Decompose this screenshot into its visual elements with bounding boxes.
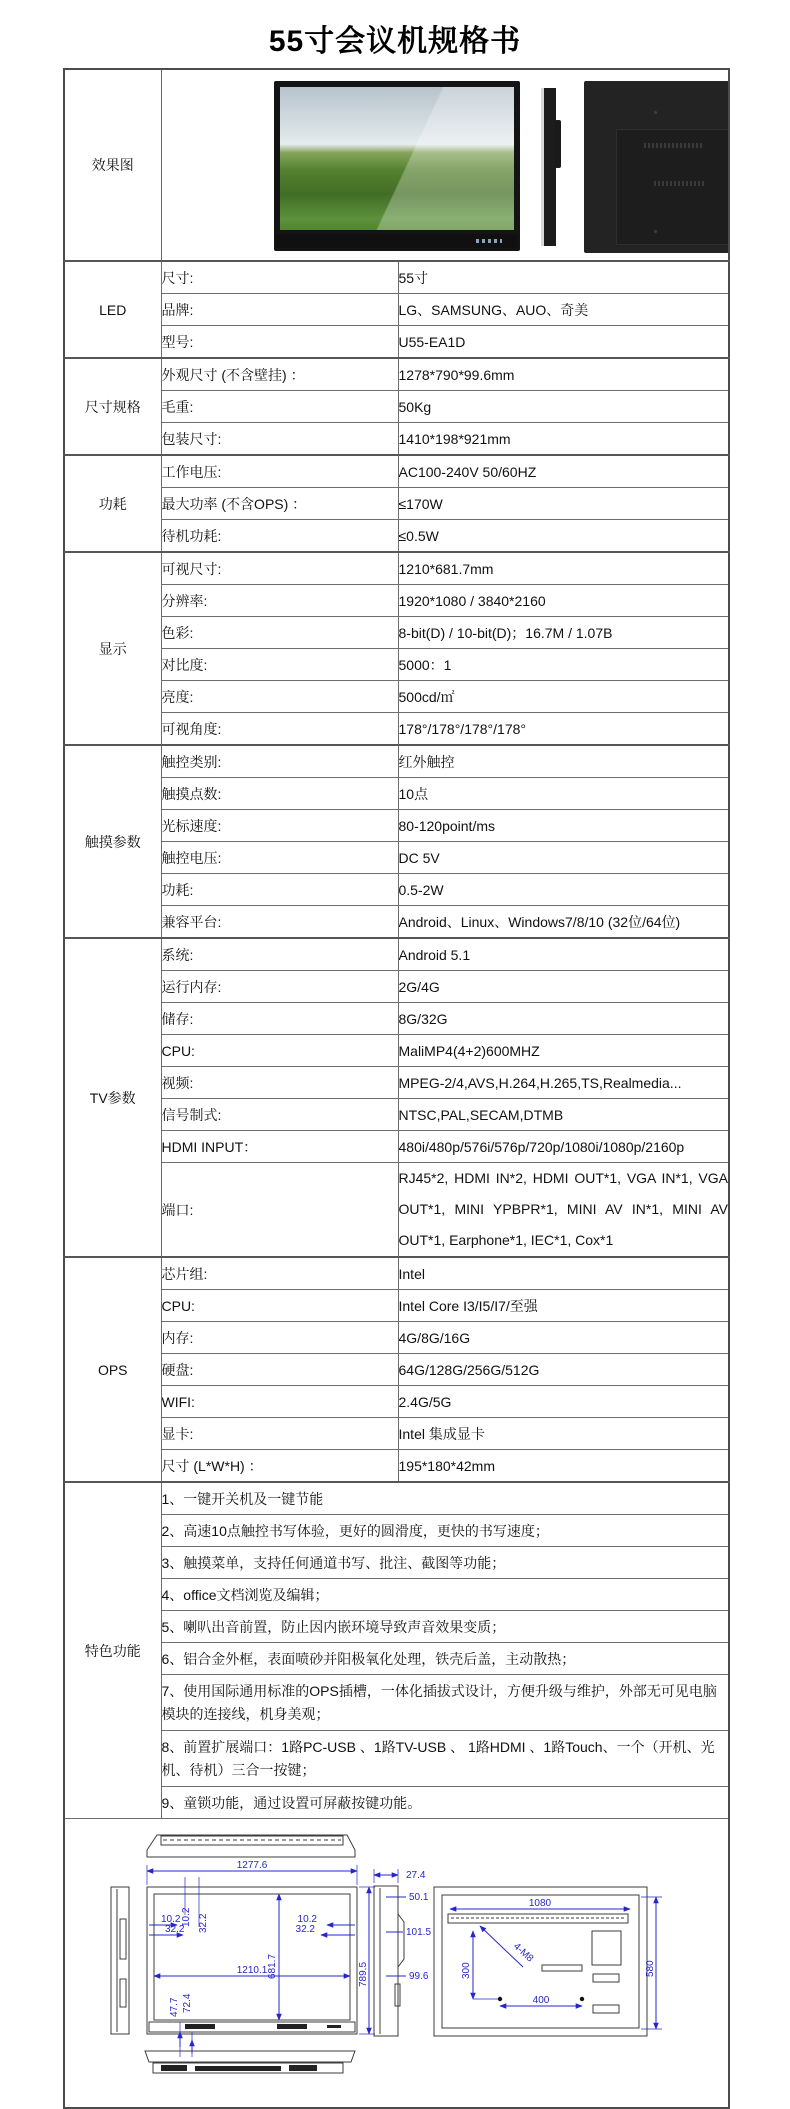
drawing-left-side-view xyxy=(111,1887,129,2034)
spec-value: 10点 xyxy=(398,778,729,810)
svg-text:1210.1: 1210.1 xyxy=(236,1965,268,1976)
spec-label: 芯片组: xyxy=(161,1257,398,1290)
svg-text:10.2: 10.2 xyxy=(161,1914,181,1925)
svg-text:400: 400 xyxy=(532,1995,550,2006)
spec-label: 硬盘: xyxy=(161,1354,398,1386)
svg-text:32.2: 32.2 xyxy=(198,1913,209,1933)
spec-value: ≤170W xyxy=(398,488,729,520)
front-screen-landscape xyxy=(280,87,514,230)
spec-label: 对比度: xyxy=(161,649,398,681)
spec-label: 储存: xyxy=(161,1003,398,1035)
spec-label: CPU: xyxy=(161,1290,398,1322)
spec-value: 195*180*42mm xyxy=(398,1450,729,1483)
spec-label: WIFI: xyxy=(161,1386,398,1418)
spec-value: 1278*790*99.6mm xyxy=(398,358,729,391)
effect-row xyxy=(64,69,729,261)
feature-item: 4、office文档浏览及编辑； xyxy=(161,1579,729,1611)
feature-item: 2、高速10点触控书写体验，更好的圆滑度，更快的书写速度； xyxy=(161,1515,729,1547)
spec-value: 178°/178°/178°/178° xyxy=(398,713,729,746)
spec-value: Intel xyxy=(398,1257,729,1290)
spec-label: 端口: xyxy=(161,1163,398,1258)
spec-label: 运行内存: xyxy=(161,971,398,1003)
spec-label: 尺寸 (L*W*H) ： xyxy=(161,1450,398,1483)
svg-text:10.2: 10.2 xyxy=(297,1914,317,1925)
svg-text:72.4: 72.4 xyxy=(182,1993,193,2013)
spec-value: 55寸 xyxy=(398,261,729,294)
spec-label: 亮度: xyxy=(161,681,398,713)
svg-text:580: 580 xyxy=(645,1960,656,1977)
feature-item: 3、触摸菜单，支持任何通道书写、批注、截图等功能； xyxy=(161,1547,729,1579)
spec-value: ≤0.5W xyxy=(398,520,729,553)
section-label-power: 功耗 xyxy=(64,455,161,552)
spec-label: 工作电压: xyxy=(161,455,398,488)
svg-text:99.6: 99.6 xyxy=(409,1971,429,1982)
svg-text:27.4: 27.4 xyxy=(406,1870,426,1881)
section-label-ops: OPS xyxy=(64,1257,161,1482)
spec-label: HDMI INPUT： xyxy=(161,1131,398,1163)
spec-value: 8G/32G xyxy=(398,1003,729,1035)
spec-value: 50Kg xyxy=(398,391,729,423)
spec-value: 1410*198*921mm xyxy=(398,423,729,456)
spec-value: 480i/480p/576i/576p/720p/1080i/1080p/2160p xyxy=(398,1131,729,1163)
feature-item: 9、童锁功能，通过设置可屏蔽按键功能。 xyxy=(161,1787,729,1819)
spec-label: 最大功率 (不含OPS) ： xyxy=(161,488,398,520)
feature-item: 7、使用国际通用标准的OPS插槽，一体化插拔式设计，方便升级与维护，外部无可见电脑模块的连接线，机身美观； xyxy=(161,1675,729,1731)
svg-text:50.1: 50.1 xyxy=(409,1892,429,1903)
rear-vent-grill xyxy=(654,181,704,186)
feature-item: 8、前置扩展端口：1路PC-USB 、1路TV-USB 、 1路HDMI 、1路Touch、一个（开机、光机、待机）三合一按键； xyxy=(161,1731,729,1787)
spec-value: NTSC,PAL,SECAM,DTMB xyxy=(398,1099,729,1131)
side-mount-bump xyxy=(555,120,561,168)
section-label-features: 特色功能 xyxy=(64,1482,161,1819)
product-front-view xyxy=(274,81,520,251)
dimension-drawing xyxy=(65,1819,729,2104)
section-label-dimensions: 尺寸规格 xyxy=(64,358,161,455)
spec-label: 分辨率: xyxy=(161,585,398,617)
svg-text:47.7: 47.7 xyxy=(169,1997,180,2017)
section-label-effect: 效果图 xyxy=(64,69,161,261)
rear-vent-grill xyxy=(644,143,704,148)
spec-value: 4G/8G/16G xyxy=(398,1322,729,1354)
section-label-tv: TV参数 xyxy=(64,938,161,1257)
spec-label: 包装尺寸: xyxy=(161,423,398,456)
svg-text:1277.6: 1277.6 xyxy=(236,1860,268,1871)
svg-text:32.2: 32.2 xyxy=(295,1924,315,1935)
spec-value: AC100-240V 50/60HZ xyxy=(398,455,729,488)
spec-label: 触控类别: xyxy=(161,745,398,778)
section-label-display: 显示 xyxy=(64,552,161,745)
spec-label: 待机功耗: xyxy=(161,520,398,553)
rear-screw xyxy=(654,111,657,114)
spec-value: MaliMP4(4+2)600MHZ xyxy=(398,1035,729,1067)
front-indicator-leds xyxy=(476,239,502,243)
spec-label: 功耗: xyxy=(161,874,398,906)
spec-value: Android 5.1 xyxy=(398,938,729,971)
svg-text:1080: 1080 xyxy=(528,1898,552,1909)
spec-value: 1210*681.7mm xyxy=(398,552,729,585)
spec-label: 毛重: xyxy=(161,391,398,423)
spec-label: 色彩: xyxy=(161,617,398,649)
section-label-touch: 触摸参数 xyxy=(64,745,161,938)
spec-label: 信号制式: xyxy=(161,1099,398,1131)
spec-label: 系统: xyxy=(161,938,398,971)
spec-label: CPU: xyxy=(161,1035,398,1067)
drawing-right-side-view xyxy=(374,1886,404,2036)
spec-label: 内存: xyxy=(161,1322,398,1354)
spec-value: Intel Core I3/I5/I7/至强 xyxy=(398,1290,729,1322)
spec-value-ports: RJ45*2, HDMI IN*2, HDMI OUT*1, VGA IN*1, VGA OUT*1, MINI YPBPR*1, MINI AV IN*1, MINI AV OUT*1, Earphone*1, IEC*1, Cox*1 xyxy=(398,1163,729,1258)
svg-text:300: 300 xyxy=(461,1962,472,1979)
spec-value: DC 5V xyxy=(398,842,729,874)
spec-value: 2.4G/5G xyxy=(398,1386,729,1418)
spec-table xyxy=(63,68,730,2109)
spec-value: LG、SAMSUNG、AUO、奇美 xyxy=(398,294,729,326)
product-side-view xyxy=(541,88,556,246)
spec-value: 80-120point/ms xyxy=(398,810,729,842)
spec-label: 兼容平台: xyxy=(161,906,398,939)
spec-value: Android、Linux、Windows7/8/10 (32位/64位) xyxy=(398,906,729,939)
spec-value: MPEG-2/4,AVS,H.264,H.265,TS,Realmedia... xyxy=(398,1067,729,1099)
svg-text:10.2: 10.2 xyxy=(181,1907,192,1927)
section-label-led: LED xyxy=(64,261,161,358)
spec-value: 红外触控 xyxy=(398,745,729,778)
feature-item: 6、铝合金外框，表面喷砂并阳极氧化处理，铁壳后盖，主动散热； xyxy=(161,1643,729,1675)
svg-text:101.5: 101.5 xyxy=(406,1927,432,1938)
svg-text:32.2: 32.2 xyxy=(165,1924,185,1935)
spec-value: 2G/4G xyxy=(398,971,729,1003)
page-title: 55寸会议机规格书 xyxy=(268,25,522,58)
svg-text:681.7: 681.7 xyxy=(267,1953,278,1979)
drawing-bottom-view xyxy=(145,2051,355,2073)
spec-value: 0.5-2W xyxy=(398,874,729,906)
spec-label: 型号: xyxy=(161,326,398,359)
feature-item: 5、喇叭出音前置，防止因内嵌环境导致声音效果变质； xyxy=(161,1611,729,1643)
spec-label: 品牌: xyxy=(161,294,398,326)
spec-value: 5000：1 xyxy=(398,649,729,681)
product-images xyxy=(162,70,729,260)
svg-text:4-M8: 4-M8 xyxy=(510,1941,536,1965)
svg-text:789.5: 789.5 xyxy=(358,1961,369,1987)
spec-label: 触摸点数: xyxy=(161,778,398,810)
feature-item: 1、一键开关机及一键节能 xyxy=(161,1482,729,1515)
spec-value: 64G/128G/256G/512G xyxy=(398,1354,729,1386)
spec-value: U55-EA1D xyxy=(398,326,729,359)
spec-value: 8-bit(D) / 10-bit(D)；16.7M / 1.07B xyxy=(398,617,729,649)
spec-label: 可视角度: xyxy=(161,713,398,746)
spec-label: 触控电压: xyxy=(161,842,398,874)
spec-value: 1920*1080 / 3840*2160 xyxy=(398,585,729,617)
spec-value: 500cd/㎡ xyxy=(398,681,729,713)
spec-label: 尺寸: xyxy=(161,261,398,294)
drawing-top-view xyxy=(147,1835,355,1857)
spec-label: 显卡: xyxy=(161,1418,398,1450)
spec-label: 光标速度: xyxy=(161,810,398,842)
spec-label: 视频: xyxy=(161,1067,398,1099)
product-rear-view xyxy=(584,81,730,253)
spec-label: 可视尺寸: xyxy=(161,552,398,585)
spec-label: 外观尺寸 (不含壁挂) ： xyxy=(161,358,398,391)
spec-value: Intel 集成显卡 xyxy=(398,1418,729,1450)
rear-screw xyxy=(654,230,657,233)
